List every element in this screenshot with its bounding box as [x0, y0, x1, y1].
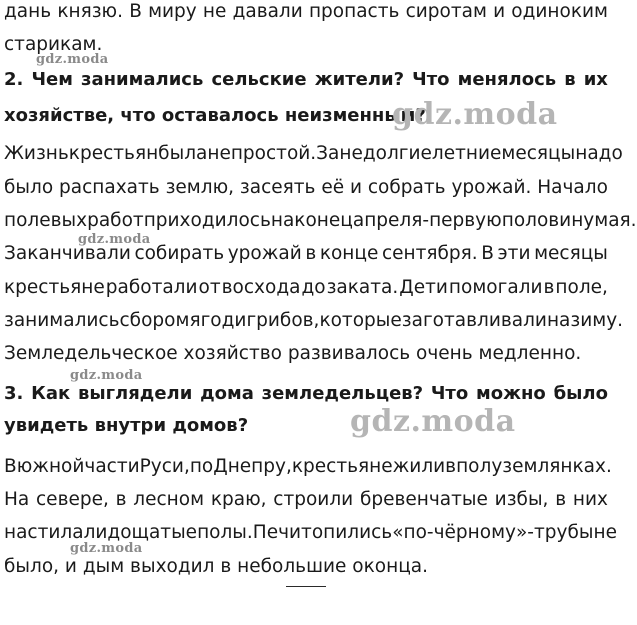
word: сиротам [405, 1, 487, 22]
word: одиноким [511, 1, 608, 22]
word: полевых [4, 210, 88, 231]
word: восхода [221, 277, 301, 298]
answer-3-line-4 [4, 555, 608, 579]
word: заготавливали [401, 310, 547, 331]
word: непростой. [207, 143, 317, 164]
word: летние [431, 143, 502, 164]
word: жили [392, 456, 446, 477]
word: Чем [31, 69, 73, 90]
question-3-line-1 [4, 382, 608, 406]
word: На [4, 489, 30, 510]
word: Днепру, [213, 456, 292, 477]
word: Как [31, 383, 71, 404]
word: урожай [227, 243, 302, 264]
word: было, и дым выходил в небольшие оконца. [4, 556, 429, 577]
word: избы, [494, 489, 549, 510]
watermark-large-1: gdz.moda [392, 97, 558, 132]
word: в [115, 489, 127, 510]
watermark-small-2: gdz.moda [78, 232, 151, 247]
word: половину [501, 210, 595, 231]
word: В [129, 1, 142, 22]
word: 2. [4, 69, 24, 90]
word: конец [294, 210, 353, 231]
word: В [4, 456, 17, 477]
word: дома [200, 383, 254, 404]
word: крестьян [68, 143, 159, 164]
word: поле, [555, 277, 608, 298]
word: зиму. [570, 310, 624, 331]
question-2-line-1 [4, 68, 608, 92]
word: пропасть [308, 1, 400, 22]
word: жители? [314, 69, 405, 90]
watermark-large-2: gdz.moda [350, 404, 516, 439]
word: крестьяне [4, 277, 105, 298]
word: Руси, [139, 456, 190, 477]
word: Начало [537, 177, 608, 198]
word: было [4, 177, 54, 198]
word: и [493, 1, 506, 22]
answer-2-line-1 [4, 142, 623, 166]
word: первую [429, 210, 502, 231]
text-line-1 [4, 0, 608, 24]
word: работ [87, 210, 144, 231]
word: месяцы [534, 243, 608, 264]
word: лесном [133, 489, 205, 510]
word: в [564, 69, 576, 90]
word: бревенчатые [359, 489, 488, 510]
word: князю. [57, 1, 124, 22]
word: на [270, 210, 295, 231]
word: - [422, 210, 430, 231]
word: Земледельческое хозяйство развивалось очень медленно. [4, 343, 582, 364]
word: и [349, 177, 363, 198]
word: распахать [59, 177, 160, 198]
word: землю, [165, 177, 235, 198]
word: в [555, 489, 567, 510]
word: апреля [352, 210, 423, 231]
word: давали [232, 1, 303, 22]
answer-2-line-3 [4, 209, 637, 233]
word: Печи [252, 522, 302, 543]
word: не [202, 1, 227, 22]
answer-2-line-5 [4, 276, 608, 300]
word: Дети [399, 277, 448, 298]
answer-2-line-7 [4, 342, 608, 366]
word: мая. [594, 210, 637, 231]
word: собрать [367, 177, 446, 198]
word: топились [301, 522, 393, 543]
word: и [234, 310, 247, 331]
word: было [553, 383, 608, 404]
word: недолгие [339, 143, 432, 164]
word: выглядели [77, 383, 193, 404]
watermark-small-4: gdz.moda [70, 541, 143, 556]
word: в [445, 456, 457, 477]
word: сельские [211, 69, 307, 90]
word: - [527, 522, 534, 543]
word: менялось [457, 69, 557, 90]
word: Жизнь [4, 143, 69, 164]
word: собирать [134, 243, 225, 264]
word: засеять [239, 177, 316, 198]
word: Что [412, 69, 450, 90]
word: них [572, 489, 608, 510]
word: приходилось [143, 210, 271, 231]
word: на [546, 310, 571, 331]
word: её [321, 177, 345, 198]
word: «по-чёрному» [392, 522, 528, 543]
word: которые [319, 310, 402, 331]
word: миру [148, 1, 197, 22]
word: Заканчивали [4, 243, 131, 264]
word: ягод [189, 310, 235, 331]
word: За [316, 143, 340, 164]
word: дощатые [107, 522, 198, 543]
word: старикам. [4, 34, 103, 55]
word: в [543, 277, 555, 298]
word: была [158, 143, 208, 164]
word: работали [105, 277, 198, 298]
word: крестьяне [291, 456, 393, 477]
word: настилали [4, 522, 108, 543]
word: по [189, 456, 214, 477]
word: хозяйстве, что оставалось неизменным? [4, 105, 426, 126]
word: южной [16, 456, 85, 477]
word: от [198, 277, 221, 298]
word: севере, [36, 489, 109, 510]
word: земледельцев? [261, 383, 424, 404]
word: не [593, 522, 617, 543]
word: занимались [81, 69, 204, 90]
word: грибов, [246, 310, 320, 331]
word: в [305, 243, 317, 264]
word: полы. [197, 522, 253, 543]
word: месяцы [501, 143, 576, 164]
word: дань [4, 1, 52, 22]
word: до [301, 277, 326, 298]
word: увидеть внутри домов? [4, 415, 249, 436]
word: их [583, 69, 608, 90]
word: Что [430, 383, 469, 404]
word: можно [476, 383, 546, 404]
word: эти [497, 243, 531, 264]
word: сентября. [381, 243, 478, 264]
watermark-small-1: gdz.moda [36, 52, 109, 67]
end-rule [286, 586, 326, 587]
answer-3-line-1 [4, 455, 612, 479]
question-3-line-2 [4, 414, 608, 438]
word: урожай. [451, 177, 532, 198]
word: В [481, 243, 494, 264]
word: надо [575, 143, 623, 164]
answer-3-line-2 [4, 488, 608, 512]
answer-2-line-6 [4, 309, 624, 333]
word: полуземлянках. [456, 456, 612, 477]
word: конце [319, 243, 379, 264]
word: заката. [326, 277, 399, 298]
word: 3. [4, 383, 24, 404]
word: занимались [4, 310, 120, 331]
word: сбором [119, 310, 190, 331]
word: трубы [533, 522, 594, 543]
watermark-small-3: gdz.moda [70, 368, 143, 383]
word: строили [273, 489, 354, 510]
word: части [84, 456, 140, 477]
answer-2-line-2 [4, 176, 608, 200]
word: помогали [448, 277, 543, 298]
word: краю, [210, 489, 267, 510]
